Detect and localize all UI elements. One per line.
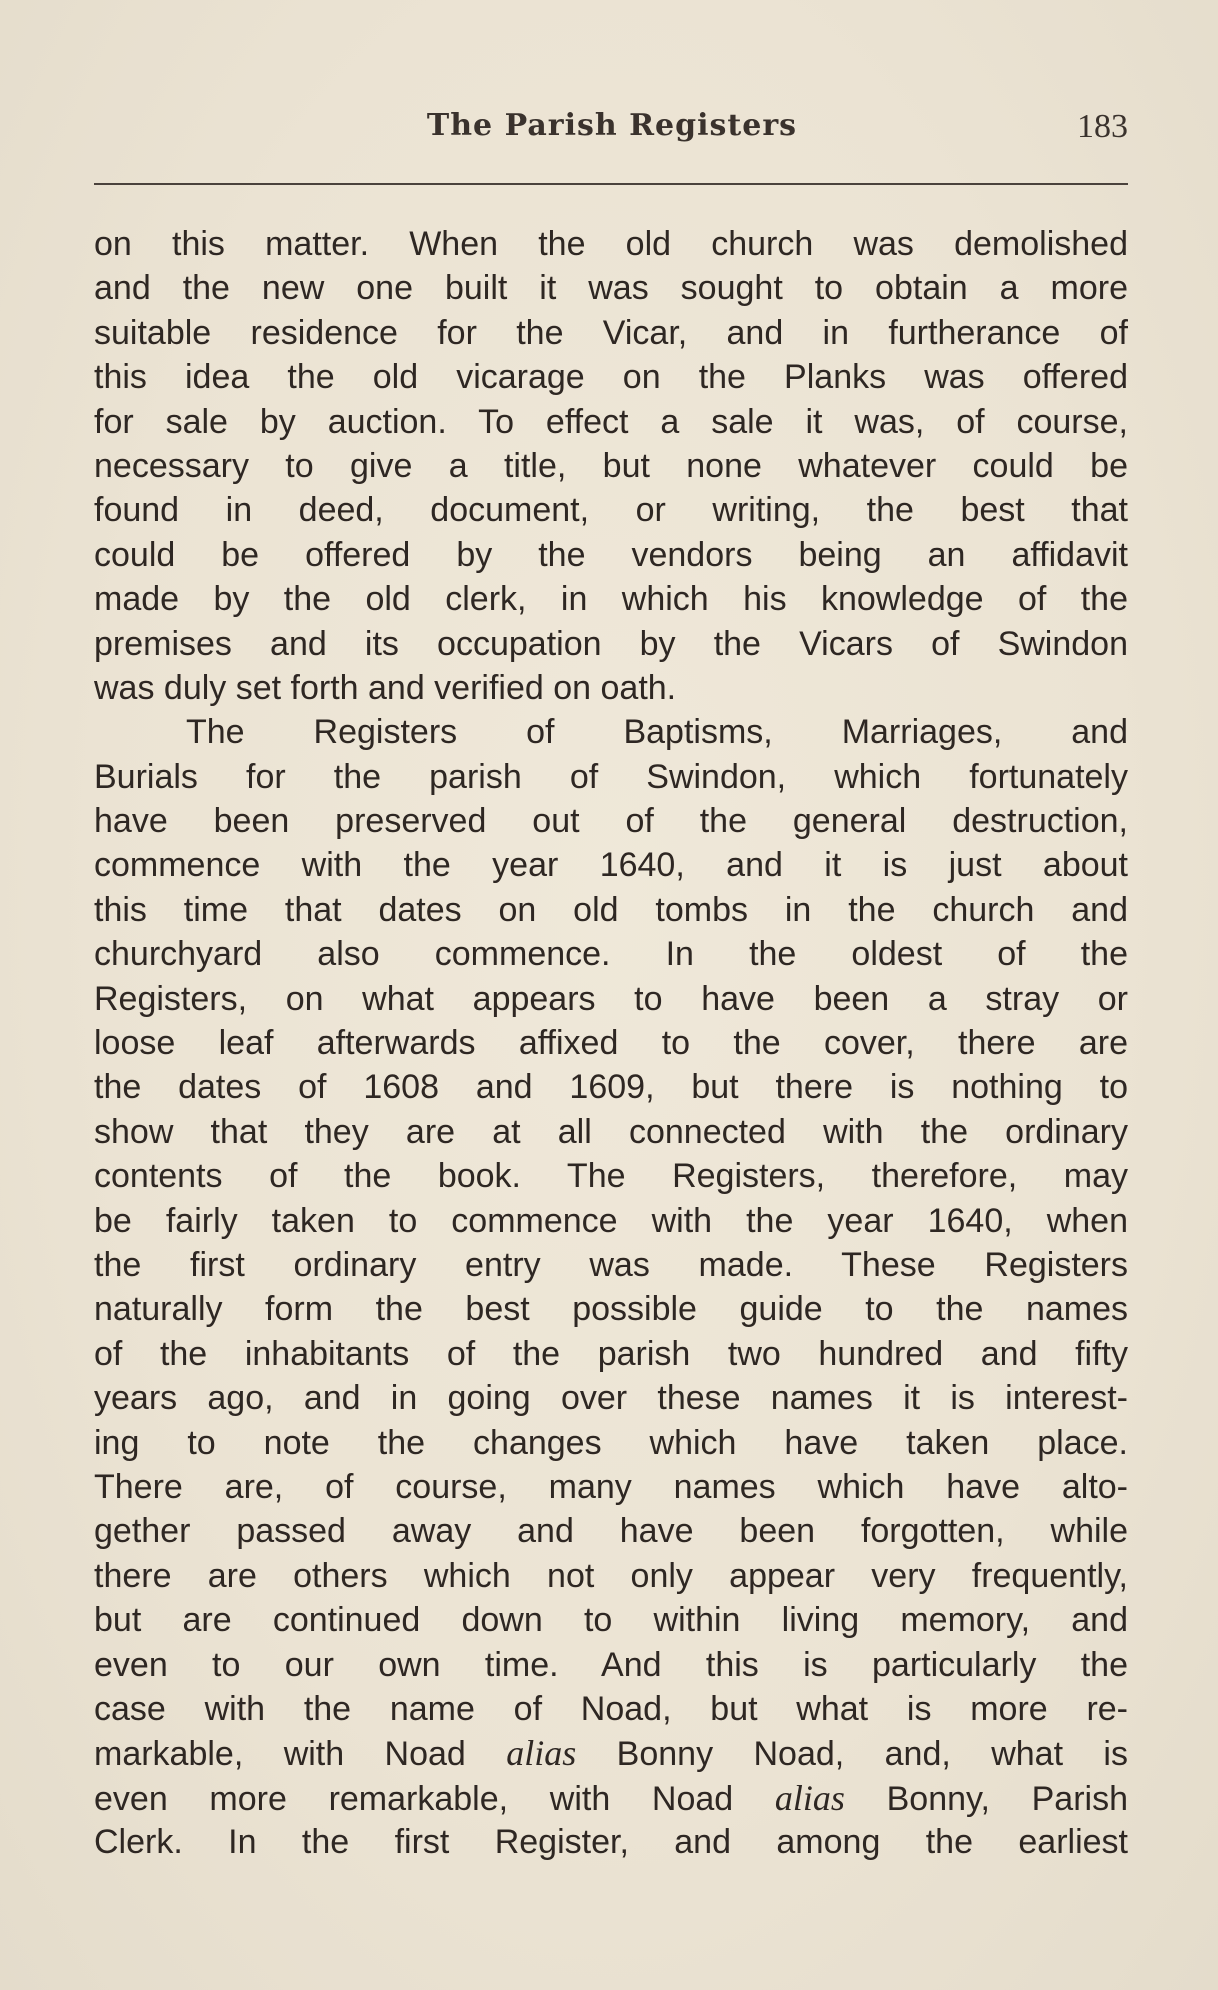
italic-alias: alias	[506, 1733, 577, 1774]
text-line: Clerk. In the first Register, and among the earliest	[94, 1823, 1128, 1862]
text-line: even to our own time. And this is particularly the	[94, 1645, 1128, 1684]
text-line: this idea the old vicarage on the Planks was offered	[94, 358, 1128, 397]
text-line: there are others which not only appear very frequently,	[94, 1556, 1128, 1595]
text-line: and the new one built it was sought to obtain a more	[94, 269, 1128, 308]
text-line: The Registers of Baptisms, Marriages, and	[186, 713, 1128, 752]
text-line: the dates of 1608 and 1609, but there is nothing to	[94, 1068, 1128, 1107]
text-line: loose leaf afterwards affixed to the cover, there are	[94, 1024, 1128, 1063]
text-line: suitable residence for the Vicar, and in furtherance of	[94, 313, 1128, 352]
text-fragment: Bonny, Parish	[844, 1779, 1129, 1818]
italic-alias: alias	[774, 1777, 845, 1818]
running-head	[96, 104, 1128, 154]
text-line: made by the old clerk, in which his knowledge of the	[94, 580, 1128, 619]
text-line: case with the name of Noad, but what is more re-	[94, 1689, 1128, 1728]
text-line: churchyard also commence. In the oldest of the	[94, 935, 1128, 974]
text-line: ing to note the changes which have taken place.	[94, 1423, 1128, 1462]
text-line: commence with the year 1640, and it is just about	[94, 846, 1128, 885]
text-fragment: even more remarkable, with Noad	[94, 1779, 775, 1818]
text-line: contents of the book. The Registers, therefore, may	[94, 1157, 1128, 1196]
text-line-alias	[94, 1731, 1128, 1775]
header-rule	[94, 183, 1128, 185]
text-line: was duly set forth and verified on oath.	[94, 668, 677, 707]
running-title: The Parish Registers	[426, 108, 798, 143]
text-line: of the inhabitants of the parish two hundred and fifty	[94, 1334, 1128, 1373]
text-line: necessary to give a title, but none whatever could be	[94, 446, 1128, 485]
text-line: naturally form the best possible guide to the names	[94, 1290, 1128, 1329]
body-text	[94, 222, 1128, 1864]
text-line: premises and its occupation by the Vicars of Swindon	[94, 624, 1128, 663]
text-line: show that they are at all connected with the ordinary	[94, 1112, 1128, 1151]
text-line: but are continued down to within living memory, and	[94, 1601, 1128, 1640]
text-line: the first ordinary entry was made. These Registers	[94, 1245, 1128, 1284]
text-line: Burials for the parish of Swindon, which fortunately	[94, 757, 1128, 796]
text-line: for sale by auction. To effect a sale it was, of course,	[94, 402, 1128, 441]
text-line: years ago, and in going over these names it is interest-	[94, 1379, 1128, 1418]
text-line: found in deed, document, or writing, the best that	[94, 491, 1128, 530]
text-line-alias	[94, 1776, 1128, 1820]
text-fragment: markable, with Noad	[94, 1735, 507, 1774]
text-fragment: Bonny Noad, and, what is	[576, 1735, 1128, 1774]
text-line: Registers, on what appears to have been a stray or	[94, 979, 1128, 1018]
text-line: have been preserved out of the general destruction,	[94, 802, 1128, 841]
text-line: on this matter. When the old church was demolished	[94, 225, 1128, 263]
text-line: gether passed away and have been forgotten, while	[94, 1512, 1128, 1551]
text-line: There are, of course, many names which have alto-	[94, 1467, 1128, 1506]
text-line: could be offered by the vendors being an affidavit	[94, 535, 1128, 574]
text-line: be fairly taken to commence with the year 1640, when	[94, 1201, 1128, 1240]
text-line: this time that dates on old tombs in the church and	[94, 890, 1128, 929]
page-number: 183	[1077, 108, 1128, 145]
